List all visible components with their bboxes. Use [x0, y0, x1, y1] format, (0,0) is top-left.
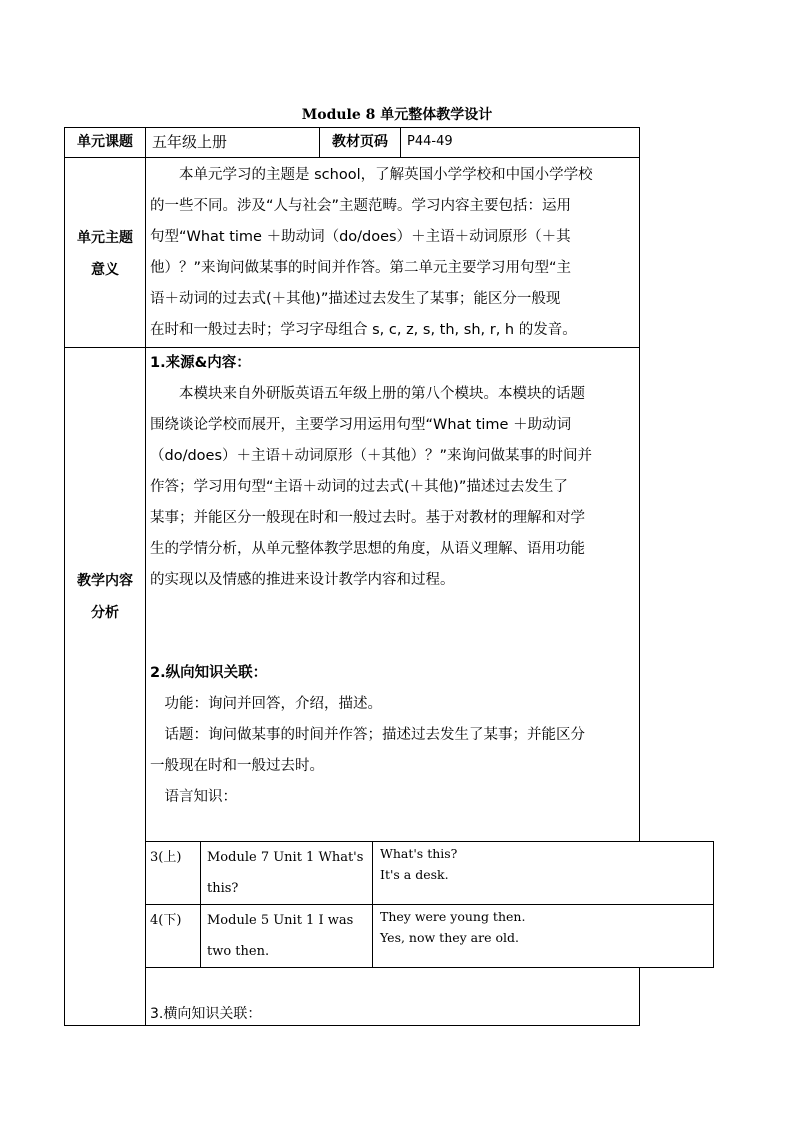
knowledge-unit [207, 905, 369, 967]
table-border-right [639, 127, 640, 841]
knowledge-table-border [200, 841, 201, 968]
theme-text-line: 的一些不同。涉及“人与社会”主题范畴。学习内容主要包括：运用 [150, 198, 572, 214]
column-divider [145, 127, 146, 1026]
theme-text-line: 他）？”来询问做某事的时间并作答。第二单元主要学习用句型“主 [150, 260, 572, 276]
analysis-label-line: 教学内容 [77, 573, 133, 589]
table-border-right [639, 967, 640, 1026]
knowledge-unit-line: Module 7 Unit 1 What's [207, 850, 364, 865]
knowledge-example [380, 843, 700, 885]
knowledge-example-line: Yes, now they are old. [380, 930, 519, 945]
pages-value: P44-49 [407, 134, 453, 149]
horizontal-heading: 3.横向知识关联： [150, 1006, 262, 1022]
theme-paragraph [150, 160, 634, 346]
knowledge-example-line: It's a desk. [380, 867, 449, 882]
source-text-line: 的实现以及情感的推进来设计教学内容和过程。 [150, 572, 455, 588]
source-paragraph [150, 348, 634, 596]
source-text-line: 作答；学习用句型“主语＋动词的过去式(＋其他)”描述过去发生了 [150, 479, 568, 495]
source-text-line: （do/does）＋主语＋动词原形（＋其他）？”来询问做某事的时间并 [150, 448, 593, 464]
knowledge-unit-line: this? [207, 881, 239, 896]
analysis-label [65, 565, 145, 629]
knowledge-unit [207, 842, 369, 904]
topic-label: 单元课题 [77, 134, 133, 150]
theme-text-line: 句型“What time ＋助动词（do/does）＋主语＋动词原形（＋其 [150, 229, 571, 245]
knowledge-example-line: What's this? [380, 846, 458, 861]
knowledge-grade: 3(上) [150, 850, 182, 865]
function-line: 功能：询问并回答，介绍，描述。 [164, 696, 382, 712]
knowledge-table-border [713, 841, 714, 968]
pages-label: 教材页码 [332, 134, 388, 150]
theme-label [65, 222, 145, 286]
knowledge-table-border [372, 841, 373, 968]
source-text-line: 某事；并能区分一般现在时和一般过去时。基于对教材的理解和对学 [150, 510, 585, 526]
knowledge-unit-line: two then. [207, 944, 270, 959]
theme-label-line: 意义 [91, 262, 119, 278]
vertical-knowledge-block [150, 658, 634, 813]
knowledge-example [380, 906, 700, 948]
source-text-line: 围绕谈论学校而展开，主要学习用运用句型“What time ＋助动词 [150, 417, 572, 433]
theme-label-line: 单元主题 [77, 230, 133, 246]
source-heading: 1.来源&内容： [150, 355, 251, 371]
knowledge-grade: 4(下) [150, 913, 182, 928]
knowledge-example-line: They were young then. [380, 909, 526, 924]
source-text-line: 生的学情分析，从单元整体教学思想的角度，从语义理解、语用功能 [150, 541, 585, 557]
table-border-bottom [64, 1025, 640, 1026]
row-divider [64, 157, 640, 158]
knowledge-table-border [145, 967, 714, 968]
column-divider [400, 127, 401, 158]
theme-text-line: 本单元学习的主题是 school，了解英国小学学校和中国小学学校 [179, 167, 593, 183]
source-text-line: 本模块来自外研版英语五年级上册的第八个模块。本模块的话题 [179, 386, 585, 402]
topic-line: 一般现在时和一般过去时。 [150, 758, 324, 774]
vertical-heading: 2.纵向知识关联： [150, 665, 268, 681]
document-title: Module 8 单元整体教学设计 [301, 107, 493, 123]
theme-text-line: 语＋动词的过去式(＋其他)”描述过去发生了某事；能区分一般现 [150, 291, 561, 307]
analysis-label-line: 分析 [91, 605, 119, 621]
topic-line: 话题：询问做某事的时间并作答；描述过去发生了某事；并能区分 [164, 727, 585, 743]
language-line: 语言知识： [164, 789, 237, 805]
knowledge-unit-line: Module 5 Unit 1 I was [207, 913, 354, 928]
topic-value: 五年级上册 [152, 133, 228, 151]
theme-text-line: 在时和一般过去时；学习字母组合 s, c, z, s, th, sh, r, h 的发音。 [150, 322, 577, 338]
